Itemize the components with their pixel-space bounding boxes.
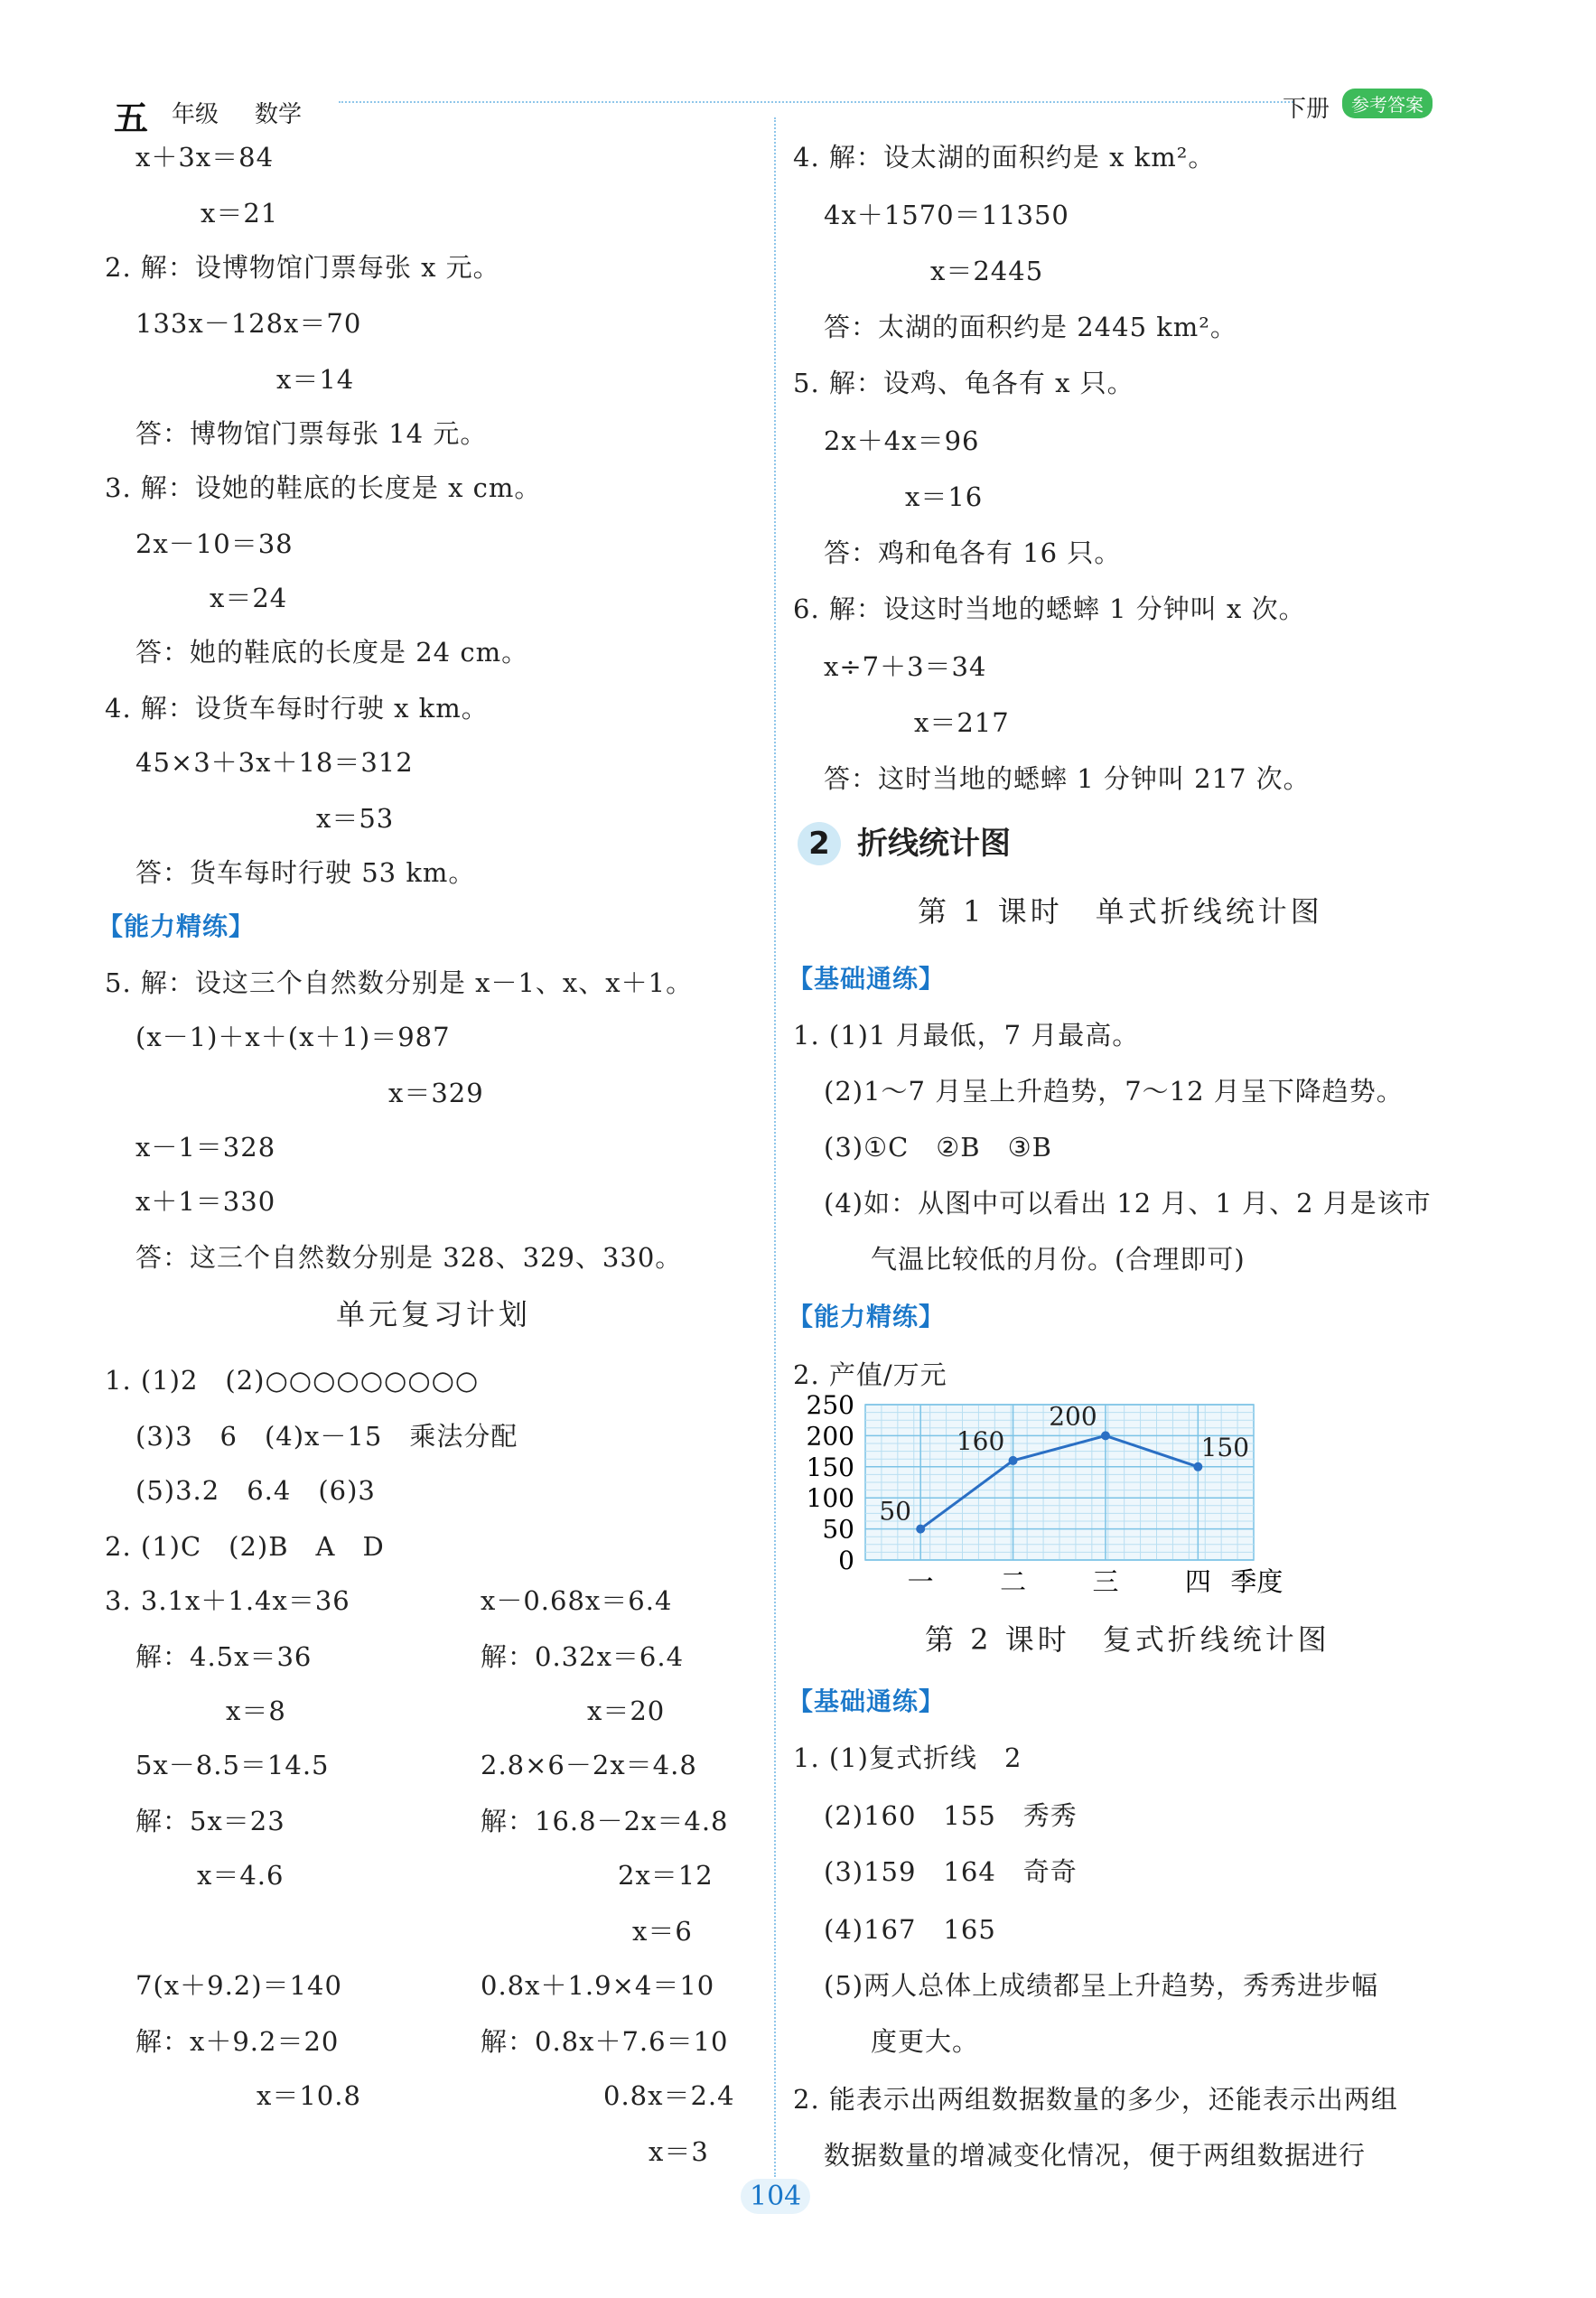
y-tick-label: 50 (822, 1514, 854, 1545)
problem-2: 2. 解：设博物馆门票每张 x 元。 (105, 252, 500, 283)
eq-line: x＝3 (649, 2136, 709, 2167)
data-label: 200 (1049, 1401, 1097, 1432)
eq-line: x＝6 (632, 1916, 693, 1947)
eq-line: 解：16.8－2x＝4.8 (481, 1806, 729, 1836)
chart-y-ticks (807, 1390, 854, 1575)
eq-line: 7(x＋9.2)＝140 (135, 1970, 342, 2001)
answer-1: 1. (1)1 月最低，7 月最高。 (793, 1020, 1140, 1051)
y-tick-label: 100 (806, 1483, 854, 1514)
answer-line: (4)如：从图中可以看出 12 月、1 月、2 月是该市 (824, 1188, 1432, 1219)
eq-line: x＝4.6 (197, 1860, 285, 1891)
section-title: 单元复习计划 (336, 1297, 532, 1331)
eq-line: x＝16 (905, 481, 984, 512)
eq-line: 45×3＋3x＋18＝312 (135, 747, 414, 778)
line-chart (786, 1387, 1283, 1597)
eq-line: 解：0.8x＋7.6＝10 (481, 2026, 729, 2057)
eq-line: x＋1＝330 (135, 1186, 276, 1217)
problem-6: 6. 解：设这时当地的蟋蟀 1 分钟叫 x 次。 (793, 593, 1306, 624)
answer-line: 答：这时当地的蟋蟀 1 分钟叫 217 次。 (824, 763, 1311, 794)
answers-badge: 参考答案 (1342, 89, 1433, 118)
eq-line: 5x－8.5＝14.5 (135, 1750, 330, 1780)
data-point (916, 1525, 925, 1534)
section-heading: 【基础通练】 (788, 964, 946, 994)
subject-label: 数学 (255, 101, 303, 128)
answer-line: (2)160 155 秀秀 (824, 1800, 1078, 1831)
data-point (1101, 1431, 1110, 1440)
y-tick-label: 0 (838, 1546, 854, 1575)
eq-line: x－0.68x＝6.4 (481, 1585, 673, 1616)
x-tick-label: 四 (1184, 1566, 1211, 1597)
eq-line: 解：0.32x＝6.4 (481, 1641, 685, 1672)
eq-line: 4x＋1570＝11350 (824, 200, 1069, 230)
eq-line: (x－1)＋x＋(x＋1)＝987 (135, 1022, 451, 1052)
answer-line: (2)1～7 月呈上升趋势，7～12 月呈下降趋势。 (824, 1076, 1404, 1107)
answer-line: 答：太湖的面积约是 2445 km²。 (824, 312, 1237, 342)
eq-line: 解：4.5x＝36 (135, 1641, 313, 1672)
lesson-title: 第 1 课时 单式折线统计图 (918, 894, 1323, 929)
eq-line: x＝329 (388, 1078, 484, 1108)
grade-label: 年级 (172, 101, 219, 128)
eq-line: 2x－10＝38 (135, 528, 294, 559)
eq-line: x÷7＋3＝34 (824, 651, 987, 682)
x-tick-label: 二 (1000, 1566, 1027, 1597)
y-tick-label: 250 (806, 1390, 854, 1420)
eq-line: 解：x＋9.2＝20 (135, 2026, 340, 2057)
page-header (0, 78, 1596, 138)
eq-line: x＝53 (316, 803, 395, 834)
grade-number: 五 (114, 98, 149, 138)
data-label: 150 (1200, 1432, 1250, 1462)
eq-line: x＝2445 (930, 256, 1044, 286)
answer-line: 答：这三个自然数分别是 328、329、330。 (135, 1242, 683, 1273)
y-tick-label: 150 (806, 1452, 854, 1482)
eq-line: x＝24 (210, 583, 288, 613)
eq-line: x＋3x＝84 (135, 142, 275, 173)
eq-line: 2x＋4x＝96 (824, 425, 980, 456)
unit-title (798, 818, 1011, 865)
page-number: 104 (741, 2179, 810, 2214)
x-axis-label: 季度 (1230, 1566, 1283, 1597)
data-label: 160 (956, 1425, 1005, 1456)
answer-line: (3)159 164 奇奇 (824, 1856, 1078, 1887)
data-label: 50 (879, 1496, 912, 1527)
eq-line: 133x－128x＝70 (135, 308, 362, 339)
answer-line: 答：货车每时行驶 53 km。 (135, 857, 476, 888)
header-rule (339, 101, 1293, 103)
data-point (1193, 1462, 1202, 1471)
lesson-title: 第 2 课时 复式折线统计图 (925, 1622, 1330, 1657)
answer-1: 1. (1)复式折线 2 (793, 1742, 1022, 1773)
problem-5: 5. 解：设鸡、龟各有 x 只。 (793, 368, 1134, 398)
answer-line: 答：鸡和龟各有 16 只。 (824, 537, 1122, 568)
unit-title-text: 折线统计图 (857, 826, 1011, 862)
answer-2-heading: 2. 产值/万元 (793, 1359, 947, 1390)
answer-line: 气温比较低的月份。(合理即可) (871, 1244, 1246, 1275)
eq-line: x＝217 (914, 707, 1010, 738)
problem-3: 3. 解：设她的鞋底的长度是 x cm。 (105, 472, 542, 503)
eq-line: x＝14 (276, 364, 355, 395)
unit-number-badge: 2 (798, 822, 841, 865)
eq-line: x＝8 (226, 1695, 286, 1726)
answer-line: 答：博物馆门票每张 14 元。 (135, 418, 488, 449)
y-tick-label: 200 (806, 1421, 854, 1452)
eq-line: 0.8x＝2.4 (603, 2080, 735, 2111)
section-heading: 【能力精练】 (98, 911, 256, 941)
answer-line: 度更大。 (871, 2026, 980, 2057)
review-3: 3. 3.1x＋1.4x＝36 (105, 1585, 350, 1616)
column-divider (774, 117, 776, 2177)
eq-line: 2x＝12 (618, 1860, 714, 1891)
x-tick-label: 一 (907, 1566, 934, 1597)
section-heading: 【基础通练】 (788, 1686, 946, 1716)
answer-line: 答：她的鞋底的长度是 24 cm。 (135, 637, 529, 668)
eq-line: 0.8x＋1.9×4＝10 (481, 1970, 715, 2001)
eq-line: x＝20 (587, 1695, 666, 1726)
chart-x-ticks (908, 1566, 1211, 1597)
answer-2: 2. 能表示出两组数据数量的多少，还能表示出两组 (793, 2084, 1398, 2115)
answer-line: (5)两人总体上成绩都呈上升趋势，秀秀进步幅 (824, 1970, 1379, 2001)
eq-line: 解：5x＝23 (135, 1806, 285, 1836)
answer-line: (3)①C ②B ③B (824, 1132, 1052, 1163)
volume-label: 下册 (1283, 96, 1330, 123)
review-2: 2. (1)C (2)B A D (105, 1531, 385, 1562)
review-1: 1. (1)2 (2)○○○○○○○○○ (105, 1365, 480, 1396)
problem-4: 4. 解：设太湖的面积约是 x km²。 (793, 142, 1216, 173)
problem-5: 5. 解：设这三个自然数分别是 x－1、x、x＋1。 (105, 967, 694, 998)
answer-line: 数据数量的增减变化情况，便于两组数据进行 (824, 2140, 1367, 2171)
x-tick-label: 三 (1092, 1566, 1119, 1597)
problem-4: 4. 解：设货车每时行驶 x km。 (105, 693, 489, 724)
eq-line: x－1＝328 (135, 1132, 276, 1163)
eq-line: 2.8×6－2x＝4.8 (481, 1750, 697, 1780)
review-line: (3)3 6 (4)x－15 乘法分配 (135, 1421, 518, 1452)
data-point (1009, 1456, 1018, 1465)
eq-line: x＝21 (201, 198, 279, 229)
eq-line: x＝10.8 (257, 2080, 361, 2111)
review-line: (5)3.2 6.4 (6)3 (135, 1475, 376, 1506)
answer-line: (4)167 165 (824, 1914, 996, 1945)
section-heading: 【能力精练】 (788, 1302, 946, 1331)
